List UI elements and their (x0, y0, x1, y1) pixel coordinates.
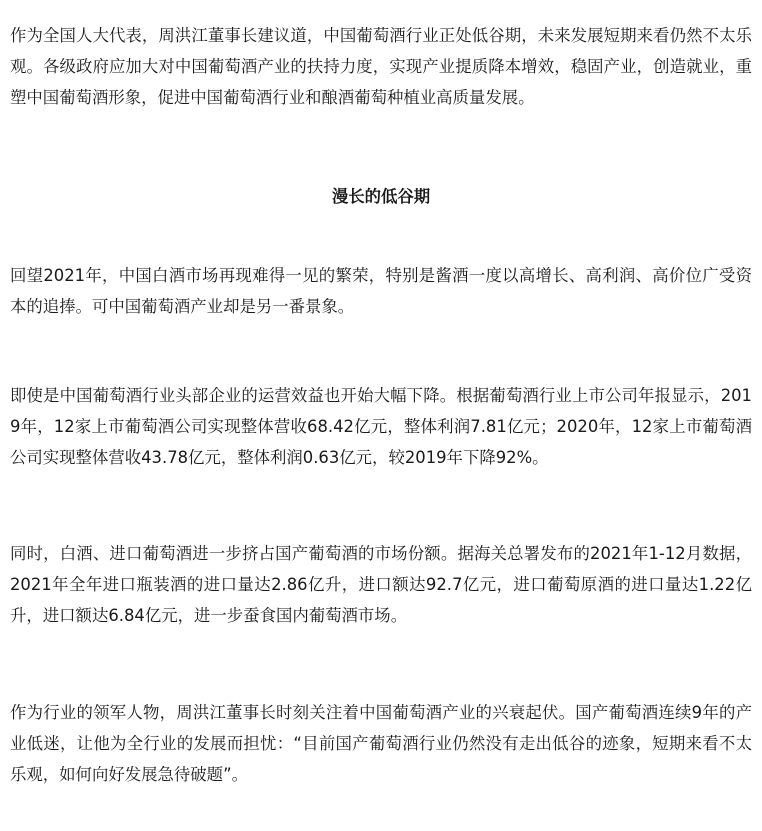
paragraph-chairman-quote: 作为行业的领军人物，周洪江董事长时刻关注着中国葡萄酒产业的兴衰起伏。国产葡萄酒连续9年的产业低迷，让他为全行业的发展而担忧：“目前国产葡萄酒行业仍然没有走出低谷的迹象，短期来看不太乐观，如何向好发展急待破题”。 (10, 703, 752, 784)
section-heading: 漫长的低谷期 (331, 187, 431, 206)
paragraph-company-results: 即使是中国葡萄酒行业头部企业的运营效益也开始大幅下降。根据葡萄酒行业上市公司年报显示，2019年，12家上市葡萄酒公司实现整体营收68.42亿元，整体利润7.81亿元；2020年，12家上市葡萄酒公司实现整体营收43.78亿元，整体利润0.63亿元，较2019年下降92%。 (10, 386, 752, 467)
paragraph-import-data: 同时，白酒、进口葡萄酒进一步挤占国产葡萄酒的市场份额。据海关总署发布的2021年1-12月数据，2021年全年进口瓶装酒的进口量达2.86亿升，进口额达92.7亿元，进口葡萄原酒的进口量达1.22亿升，进口额达6.84亿元，进一步蚕食国内葡萄酒市场。 (10, 544, 752, 625)
paragraph-intro: 作为全国人大代表，周洪江董事长建议道，中国葡萄酒行业正处低谷期，未来发展短期来看仍然不太乐观。各级政府应加大对中国葡萄酒产业的扶持力度，实现产业提质降本增效，稳固产业，创造就业，重塑中国葡萄酒形象，促进中国葡萄酒行业和酿酒葡萄种植业高质量发展。 (10, 26, 752, 107)
paragraph-2021-review: 回望2021年，中国白酒市场再现难得一见的繁荣，特别是酱酒一度以高增长、高利润、高价位广受资本的追捧。可中国葡萄酒产业却是另一番景象。 (10, 266, 752, 316)
